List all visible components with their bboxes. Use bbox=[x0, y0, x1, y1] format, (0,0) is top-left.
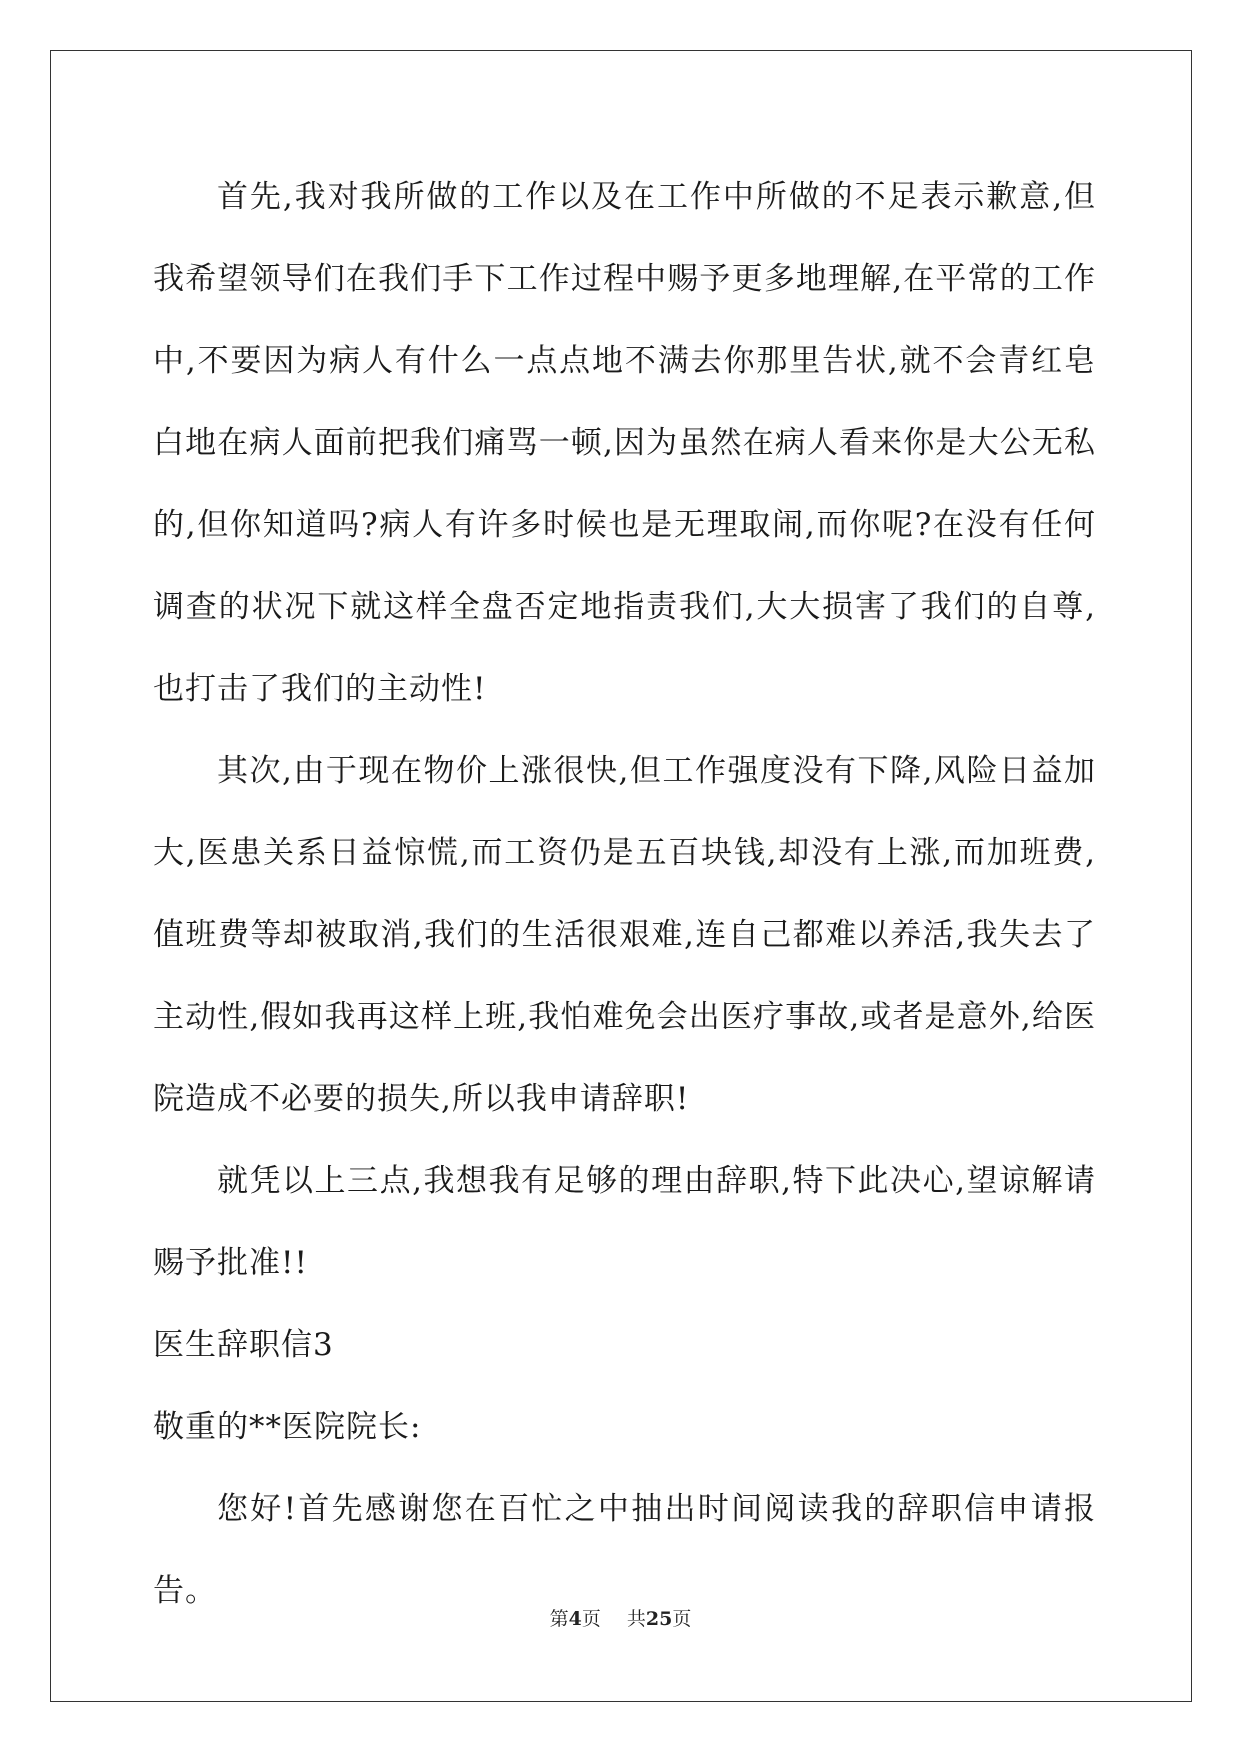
footer-prefix: 第 bbox=[549, 1608, 569, 1630]
paragraph-greeting: 您好!首先感谢您在百忙之中抽出时间阅读我的辞职信申请报告。 bbox=[153, 1491, 1096, 1609]
footer-page-number: 4 bbox=[568, 1608, 582, 1630]
footer-page-suffix: 页 bbox=[581, 1608, 601, 1630]
salutation: 敬重的**医院院长: bbox=[153, 1409, 422, 1445]
footer-total-suffix: 页 bbox=[672, 1608, 692, 1630]
section-heading: 医生辞职信3 bbox=[153, 1327, 334, 1363]
footer-total-pages: 25 bbox=[645, 1608, 673, 1630]
paragraph-salary: 其次,由于现在物价上涨很快,但工作强度没有下降,风险日益加大,医患关系日益惊慌,而工资仍是五百块钱,却没有上涨,而加班费,值班费等却被取消,我们的生活很艰难,连自己都难以养活,我失去了主动性,假如我再这样上班,我怕难免会出医疗事故,或者是意外,给医院造成不必要的损失,所以我申请辞职! bbox=[153, 753, 1096, 1117]
paragraph-conclusion: 就凭以上三点,我想我有足够的理由辞职,特下此决心,望谅解请赐予批准!! bbox=[153, 1163, 1096, 1281]
footer-total-prefix: 共 bbox=[626, 1608, 646, 1630]
page-footer bbox=[0, 1604, 1241, 1631]
document-body bbox=[153, 156, 1096, 1632]
paragraph-apology: 首先,我对我所做的工作以及在工作中所做的不足表示歉意,但我希望领导们在我们手下工作过程中赐予更多地理解,在平常的工作中,不要因为病人有什么一点点地不满去你那里告状,就不会青红皂白地在病人面前把我们痛骂一顿,因为虽然在病人看来你是大公无私的,但你知道吗?病人有许多时候也是无理取闹,而你呢?在没有任何调查的状况下就这样全盘否定地指责我们,大大损害了我们的自尊,也打击了我们的主动性! bbox=[153, 179, 1096, 707]
